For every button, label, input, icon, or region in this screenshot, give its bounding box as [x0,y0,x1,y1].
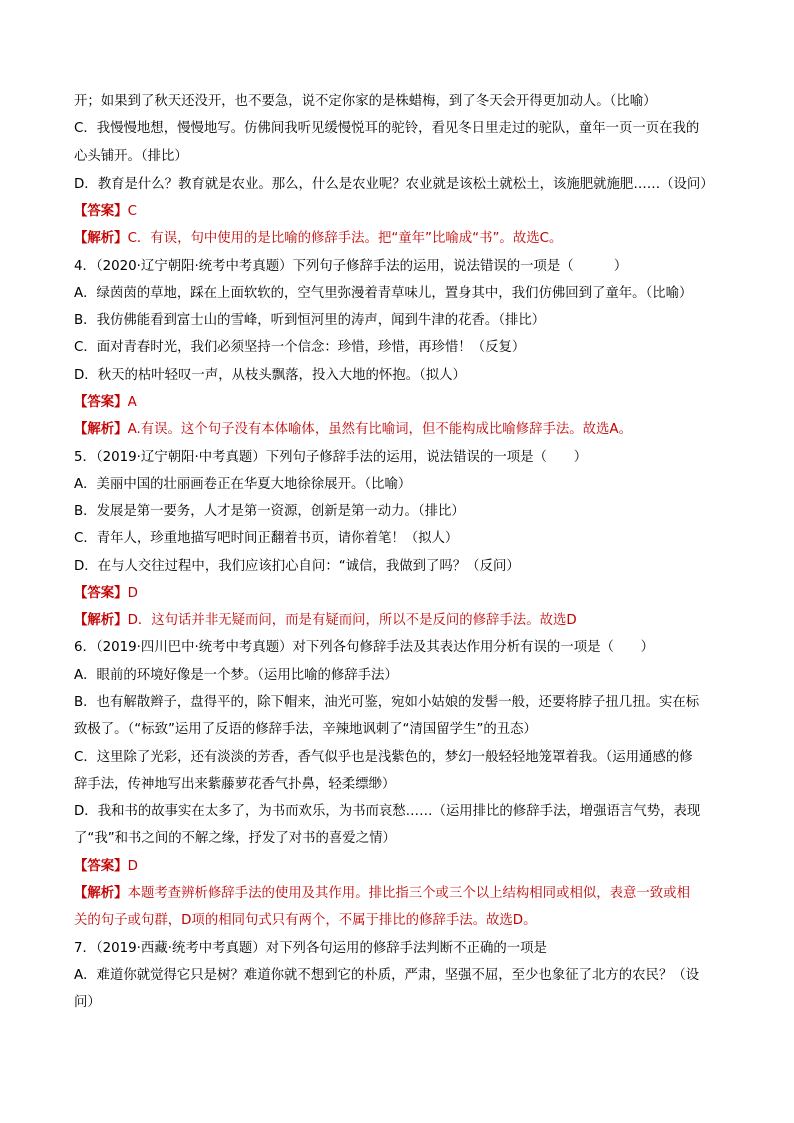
answer-tag: 【答案】 [74,859,128,874]
text-line: B．也有解散辫子，盘得平的，除下帽来，油光可鉴，宛如小姑娘的发髻一般，还要将脖子扭几扭。实在标 [74,695,700,710]
answer-body: A [127,395,137,410]
text-line: C．这里除了光彩，还有淡淡的芳香，香气似乎也是浅紫色的，梦幻一般轻轻地笼罩着我。（运用通感的修 [74,750,693,765]
answer-body: D．这句话并非无疑而问，而是有疑而问，所以不是反问的修辞手法。故选D [127,613,577,628]
answer-line [74,611,577,631]
answer-line [74,393,137,413]
answer-tag: 【答案】 [74,395,128,410]
answer-line [74,857,138,877]
answer-tag: 【解析】 [74,231,128,246]
answer-line [74,229,562,249]
text-line: B．我仿佛能看到富士山的雪峰，听到恒河里的涛声，闻到牛津的花香。（排比） [74,313,546,328]
text-line: 了“我”和书之间的不解之缘，抒发了对书的喜爱之情） [74,831,396,846]
text-line: C．我慢慢地想，慢慢地写。仿佛间我听见缓慢悦耳的驼铃，看见冬日里走过的驼队，童年一页一页在我的 [74,121,700,136]
answer-tag: 【解析】 [74,422,128,437]
answer-line [74,884,690,904]
text-line: 6．（2019·四川巴中·统考中考真题）对下列各句修辞手法及其表达作用分析有误的一项是（ ） [74,640,655,655]
text-line: A．美丽中国的壮丽画卷正在华夏大地徐徐展开。（比喻） [74,477,412,492]
text-line: 5．（2019·辽宁朝阳·中考真题）下列句子修辞手法的运用，说法错误的一项是（ ） [74,450,588,465]
answer-body: A.有误。这个句子没有本体喻体，虽然有比喻词，但不能构成比喻修辞手法。故选A。 [127,422,632,437]
answer-line [74,584,138,604]
text-line: 开；如果到了秋天还没开，也不要急，说不定你家的是株蜡梅，到了冬天会开得更加动人。（比喻） [74,94,657,109]
text-line: B．发展是第一要务，人才是第一资源，创新是第一动力。（排比） [74,504,465,519]
text-line: D．我和书的故事实在太多了，为书而欢乐，为书而哀愁……（运用排比的修辞手法，增强语言气势，表现 [74,804,701,819]
text-line: D．秋天的枯叶轻叹一声，从枝头飘落，投入大地的怀抱。（拟人） [74,368,466,383]
answer-line [74,420,632,440]
answer-tag: 【解析】 [74,613,128,628]
answer-body: C [127,204,137,219]
text-line: A．难道你就觉得它只是树？难道你就不想到它的朴质，严肃，坚强不屈，至少也象征了北方的农民？（设 [74,968,700,983]
text-line: C．面对青春时光，我们必须坚持一个信念：珍惜，珍惜，再珍惜！（反复） [74,340,526,355]
text-line: 问） [74,995,101,1010]
answer-tag: 【答案】 [74,204,128,219]
answer-body: C．有误，句中使用的是比喻的修辞手法。把“童年”比喻成“书”。故选C。 [127,231,563,246]
answer-body: D [127,859,138,874]
answer-tag: 【解析】 [74,886,128,901]
answer-tag: 【答案】 [74,586,128,601]
text-line: 辞手法，传神地写出来紫藤萝花香气扑鼻，轻柔缥缈） [74,777,396,792]
text-line: 心头铺开。（排比） [74,149,188,164]
text-line: D．教育是什么？教育就是农业。那么，什么是农业呢？农业就是该松土就松土，该施肥就施肥……（设问） [74,177,714,192]
answer-body: 本题考查辨析修辞手法的使用及其作用。排比指三个或三个以上结构相同或相似，表意一致或相 [127,886,690,901]
text-line: 致极了。（“标致”运用了反语的修辞手法，辛辣地讽刺了“清国留学生”的丑态） [74,722,537,737]
answer-body: 关的句子或句群，D项的相同句式只有两个，不属于排比的修辞手法。故选D。 [74,913,537,928]
text-line: 4．（2020·辽宁朝阳·统考中考真题）下列句子修辞手法的运用，说法错误的一项是（ ） [74,259,628,274]
text-line: C．青年人，珍重地描写吧时间正翻着书页，请你着笔！（拟人） [74,531,459,546]
answer-body: D [127,586,138,601]
text-line: A．绿茵茵的草地，踩在上面软软的，空气里弥漫着青草味儿，置身其中，我们仿佛回到了童年。（比喻） [74,286,693,301]
text-line: 7．（2019·西藏·统考中考真题）对下列各句运用的修辞手法判断不正确的一项是 [74,941,547,956]
text-line: D．在与人交往过程中，我们应该扪心自问：“诚信，我做到了吗？（反问） [74,559,520,574]
answer-line [74,202,137,222]
text-line: A．眼前的环境好像是一个梦。（运用比喻的修辞手法） [74,668,398,683]
answer-line [74,911,537,931]
